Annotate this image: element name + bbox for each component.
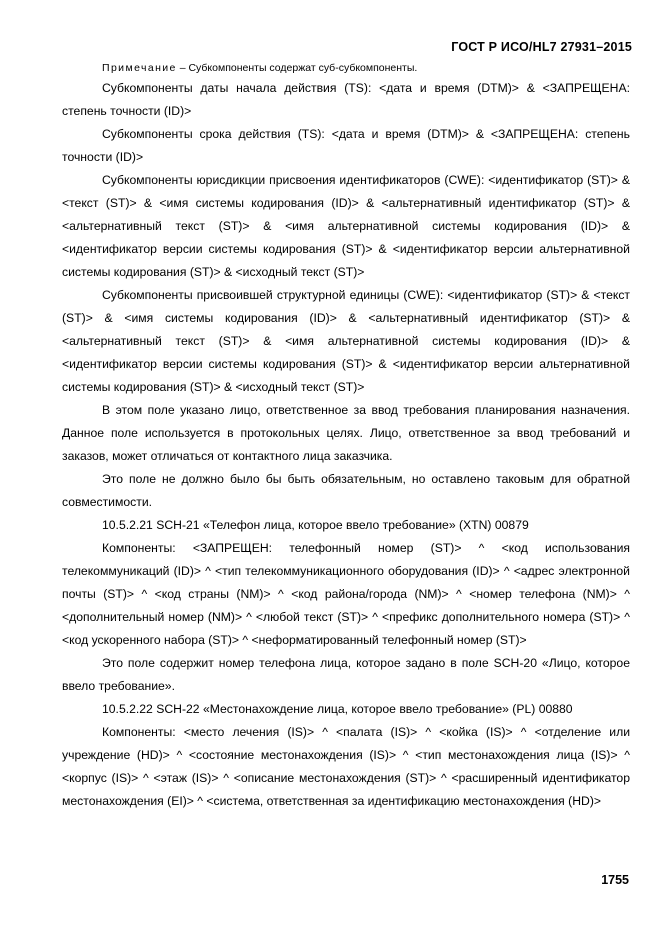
paragraph-compatibility: Это поле не должно было бы быть обязательным, но оставлено таковым для обратной совместимости. [62,472,630,509]
page-number: 1755 [601,873,629,887]
paragraph-field-description: В этом поле указано лицо, ответственное за ввод требования планирования назначения. Данное поле используется в протокольных целях. Лицо, ответственное за ввод требований и заказов, может отличаться от контактного лица заказчика. [62,403,630,463]
paragraph-sch21-components: Компоненты: <ЗАПРЕЩЕН: телефонный номер (ST)> ^ <код использования телекоммуникаций (ID)> ^ <тип телекоммуникационного оборудования (ID)> ^ <адрес электронной почты (ST)> ^ <код страны (NM)> ^ <код района/города (NM)> ^ <номер телефона (NM)> ^ <дополнительный номер (NM)> ^ <любой текст (ST)> ^ <префикс дополнительного номера (ST)> ^ <код ускоренного набора (ST)> ^ <неформатированный телефонный номер (ST)> [62,541,630,647]
note-label: Примечание [102,62,177,74]
section-heading-sch21: 10.5.2.21 SCH-21 «Телефон лица, которое ввело требование» (XTN) 00879 [102,518,529,532]
paragraph-sch22-components: Компоненты: <место лечения (IS)> ^ <палата (IS)> ^ <койка (IS)> ^ <отделение или учреждение (HD)> ^ <состояние местонахождения (IS)> ^ <тип местонахождения лица (IS)> ^ <корпус (IS)> ^ <этаж (IS)> ^ <описание местонахождения (ST)> ^ <расширенный идентификатор местонахождения (EI)> ^ <система, ответственная за идентификацию местонахождения (HD)> [62,725,630,808]
section-heading-sch22: 10.5.2.22 SCH-22 «Местонахождение лица, которое ввело требование» (PL) 00880 [102,702,573,716]
paragraph-start-date: Субкомпоненты даты начала действия (TS): <дата и время (DTM)> & <ЗАПРЕЩЕНА: степень точности (ID)> [62,81,630,118]
document-header: ГОСТ Р ИСО/HL7 27931–2015 [451,40,632,54]
paragraph-jurisdiction: Субкомпоненты юрисдикции присвоения идентификаторов (CWE): <идентификатор (ST)> & <текст (ST)> & <имя системы кодирования (ID)> & <альтернативный идентификатор (ST)> & <альтернативный текст (ST)> & <имя альтернативной системы кодирования (ID)> & <идентификатор версии системы кодирования (ST)> & <идентификатор версии альтернативной системы кодирования (ST)> & <исходный текст (ST)> [62,173,630,279]
note [62,60,630,77]
paragraph-structural-unit: Субкомпоненты присвоившей структурной единицы (CWE): <идентификатор (ST)> & <текст (ST)> & <имя системы кодирования (ID)> & <альтернативный идентификатор (ST)> & <альтернативный текст (ST)> & <имя альтернативной системы кодирования (ID)> & <идентификатор версии системы кодирования (ST)> & <идентификатор версии альтернативной системы кодирования (ST)> & <исходный текст (ST)> [62,288,630,394]
paragraph-expiration: Субкомпоненты срока действия (TS): <дата и время (DTM)> & <ЗАПРЕЩЕНА: степень точности (ID)> [62,127,630,164]
paragraph-sch21-description: Это поле содержит номер телефона лица, которое задано в поле SCH-20 «Лицо, которое ввело требование». [62,656,630,693]
page-body [62,60,630,813]
note-text: – Субкомпоненты содержат суб-субкомпоненты. [176,62,418,74]
